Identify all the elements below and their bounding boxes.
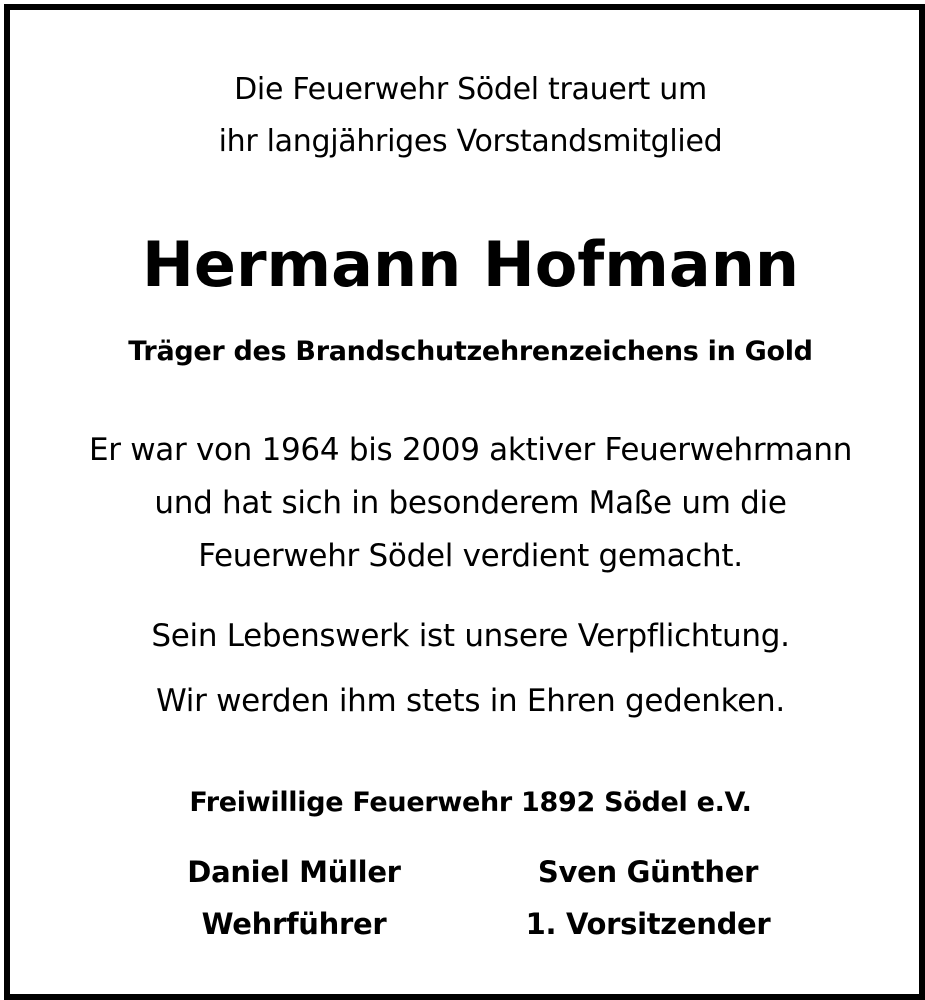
signatory-1-role: Wehrführer (201, 907, 387, 941)
organization-name: Freiwillige Feuerwehr 1892 Södel e.V. (189, 787, 752, 818)
body-line-3: Feuerwehr Södel verdient gemacht. (198, 538, 743, 574)
signatory-2-name: Sven Günther (537, 855, 759, 889)
intro-line-2: ihr langjähriges Vorstandsmitglied (218, 124, 723, 159)
body-line-1: Er war von 1964 bis 2009 aktiver Feuerwehrmann (88, 432, 853, 468)
obituary-notice-frame (4, 4, 925, 1000)
remembrance-line: Wir werden ihm stets in Ehren gedenken. (156, 683, 785, 719)
deceased-name: Hermann Hofmann (142, 228, 799, 301)
body-line-2: und hat sich in besonderem Maße um die (154, 485, 787, 521)
intro-line-1: Die Feuerwehr Södel trauert um (234, 72, 707, 107)
signatory-1-name: Daniel Müller (187, 855, 401, 889)
signatory-2-role: 1. Vorsitzender (525, 907, 771, 941)
legacy-line: Sein Lebenswerk ist unsere Verpflichtung. (151, 618, 790, 654)
award-line: Träger des Brandschutzehrenzeichens in Gold (128, 336, 813, 367)
